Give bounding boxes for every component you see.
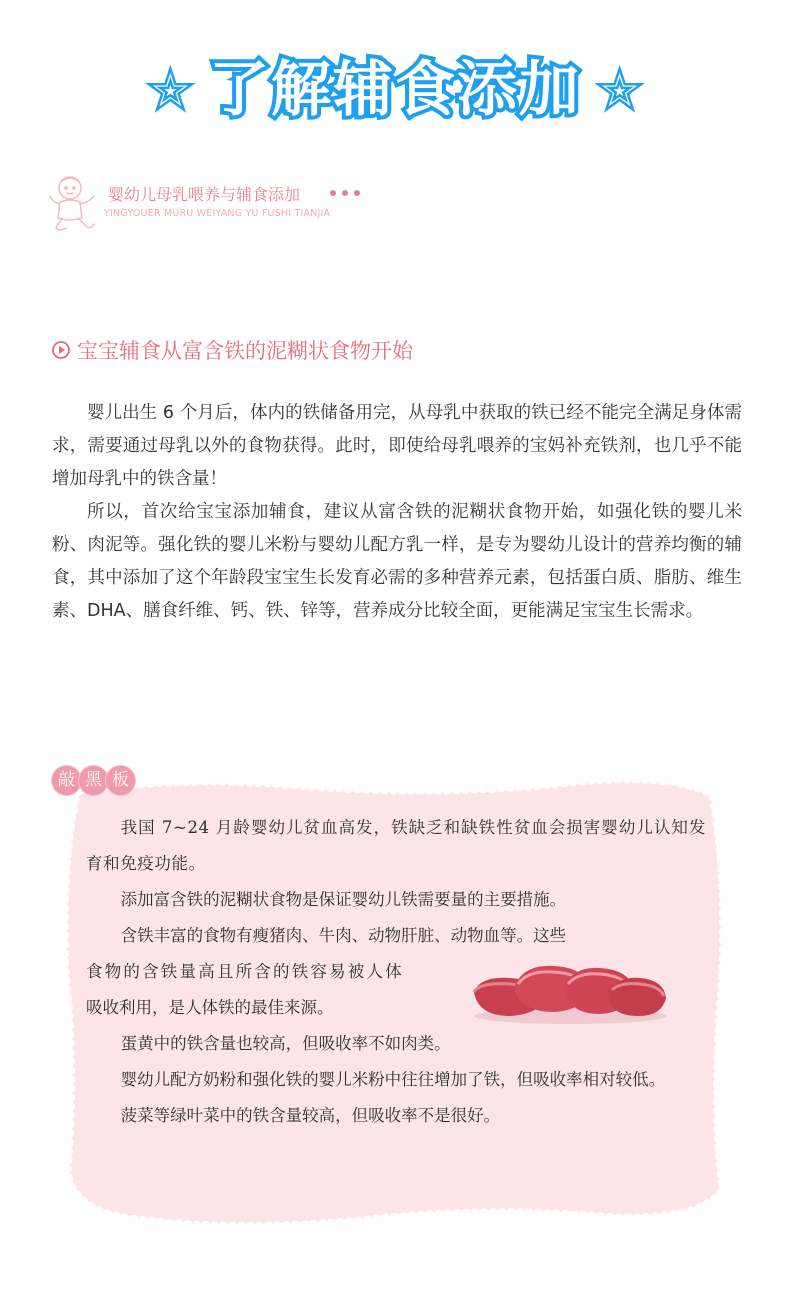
dot <box>330 190 336 196</box>
series-pinyin: YINGYOUER MURU WEIYANG YU FUSHI TIANJIA <box>104 208 331 219</box>
board-paragraph-line: 食物的含铁量高且所含的铁容易被人体 <box>86 962 404 981</box>
board-paragraph-line: 吸收利用，是人体铁的最佳来源。 <box>86 998 334 1017</box>
board-paragraph: 婴幼儿配方奶粉和强化铁的婴儿米粉中往往增加了铁，但吸收率相对较低。 <box>120 1070 666 1089</box>
chapter-title: 了解辅食添加 <box>209 55 581 125</box>
paragraph: 所以，首次给宝宝添加辅食，建议从富含铁的泥糊状食物开始，如强化铁的婴儿米粉、肉泥等。强化铁的婴儿米粉与婴幼儿配方乳一样，是专为婴幼儿设计的营养均衡的辅食，其中添加了这个年龄段宝宝生长发育必需的多种营养元素，包括蛋白质、脂肪、维生素、DHA、膳食纤维、钙、铁、锌等，营养成分比较全面，更能满足宝宝生长需求。 <box>52 502 742 621</box>
board-paragraph: 我国 7~24 月龄婴幼儿贫血高发，铁缺乏和缺铁性贫血会损害婴幼儿认知发育和免疫功能。 <box>86 818 706 873</box>
play-circle-icon <box>52 341 70 359</box>
chapter-banner <box>0 40 790 140</box>
blackboard-box <box>60 770 730 1230</box>
series-header <box>46 172 406 238</box>
body-text <box>52 397 742 628</box>
tag-char: 板 <box>106 766 135 795</box>
paragraph: 婴儿出生 6 个月后，体内的铁储备用完，从母乳中获取的铁已经不能完全满足身体需求，需要通过母乳以外的食物获得。此时，即使给母乳喂养的宝妈补充铁剂，也几乎不能增加母乳中的铁含量！ <box>52 403 742 489</box>
dot <box>342 190 348 196</box>
board-paragraph: 蛋黄中的铁含量也较高，但吸收率不如肉类。 <box>120 1034 451 1053</box>
blackboard-tag <box>52 766 133 795</box>
board-paragraph: 含铁丰富的食物有瘦猪肉、牛肉、动物肝脏、动物血等。这些 <box>120 926 567 945</box>
board-paragraph: 菠菜等绿叶菜中的铁含量较高，但吸收率不是很好。 <box>120 1106 501 1125</box>
tag-char: 黑 <box>79 766 108 795</box>
dot <box>354 190 360 196</box>
baby-icon <box>46 172 104 234</box>
tag-char: 敲 <box>52 766 81 795</box>
dots-decoration <box>330 190 360 196</box>
section-heading <box>52 334 413 366</box>
star-icon: ☆ <box>599 63 641 117</box>
section-title: 宝宝辅食从富含铁的泥糊状食物开始 <box>77 339 413 363</box>
star-icon: ☆ <box>149 63 191 117</box>
meat-slices-image <box>470 958 668 1026</box>
board-paragraph: 添加富含铁的泥糊状食物是保证婴幼儿铁需要量的主要措施。 <box>120 890 567 909</box>
series-title: 婴幼儿母乳喂养与辅食添加 <box>108 185 301 204</box>
